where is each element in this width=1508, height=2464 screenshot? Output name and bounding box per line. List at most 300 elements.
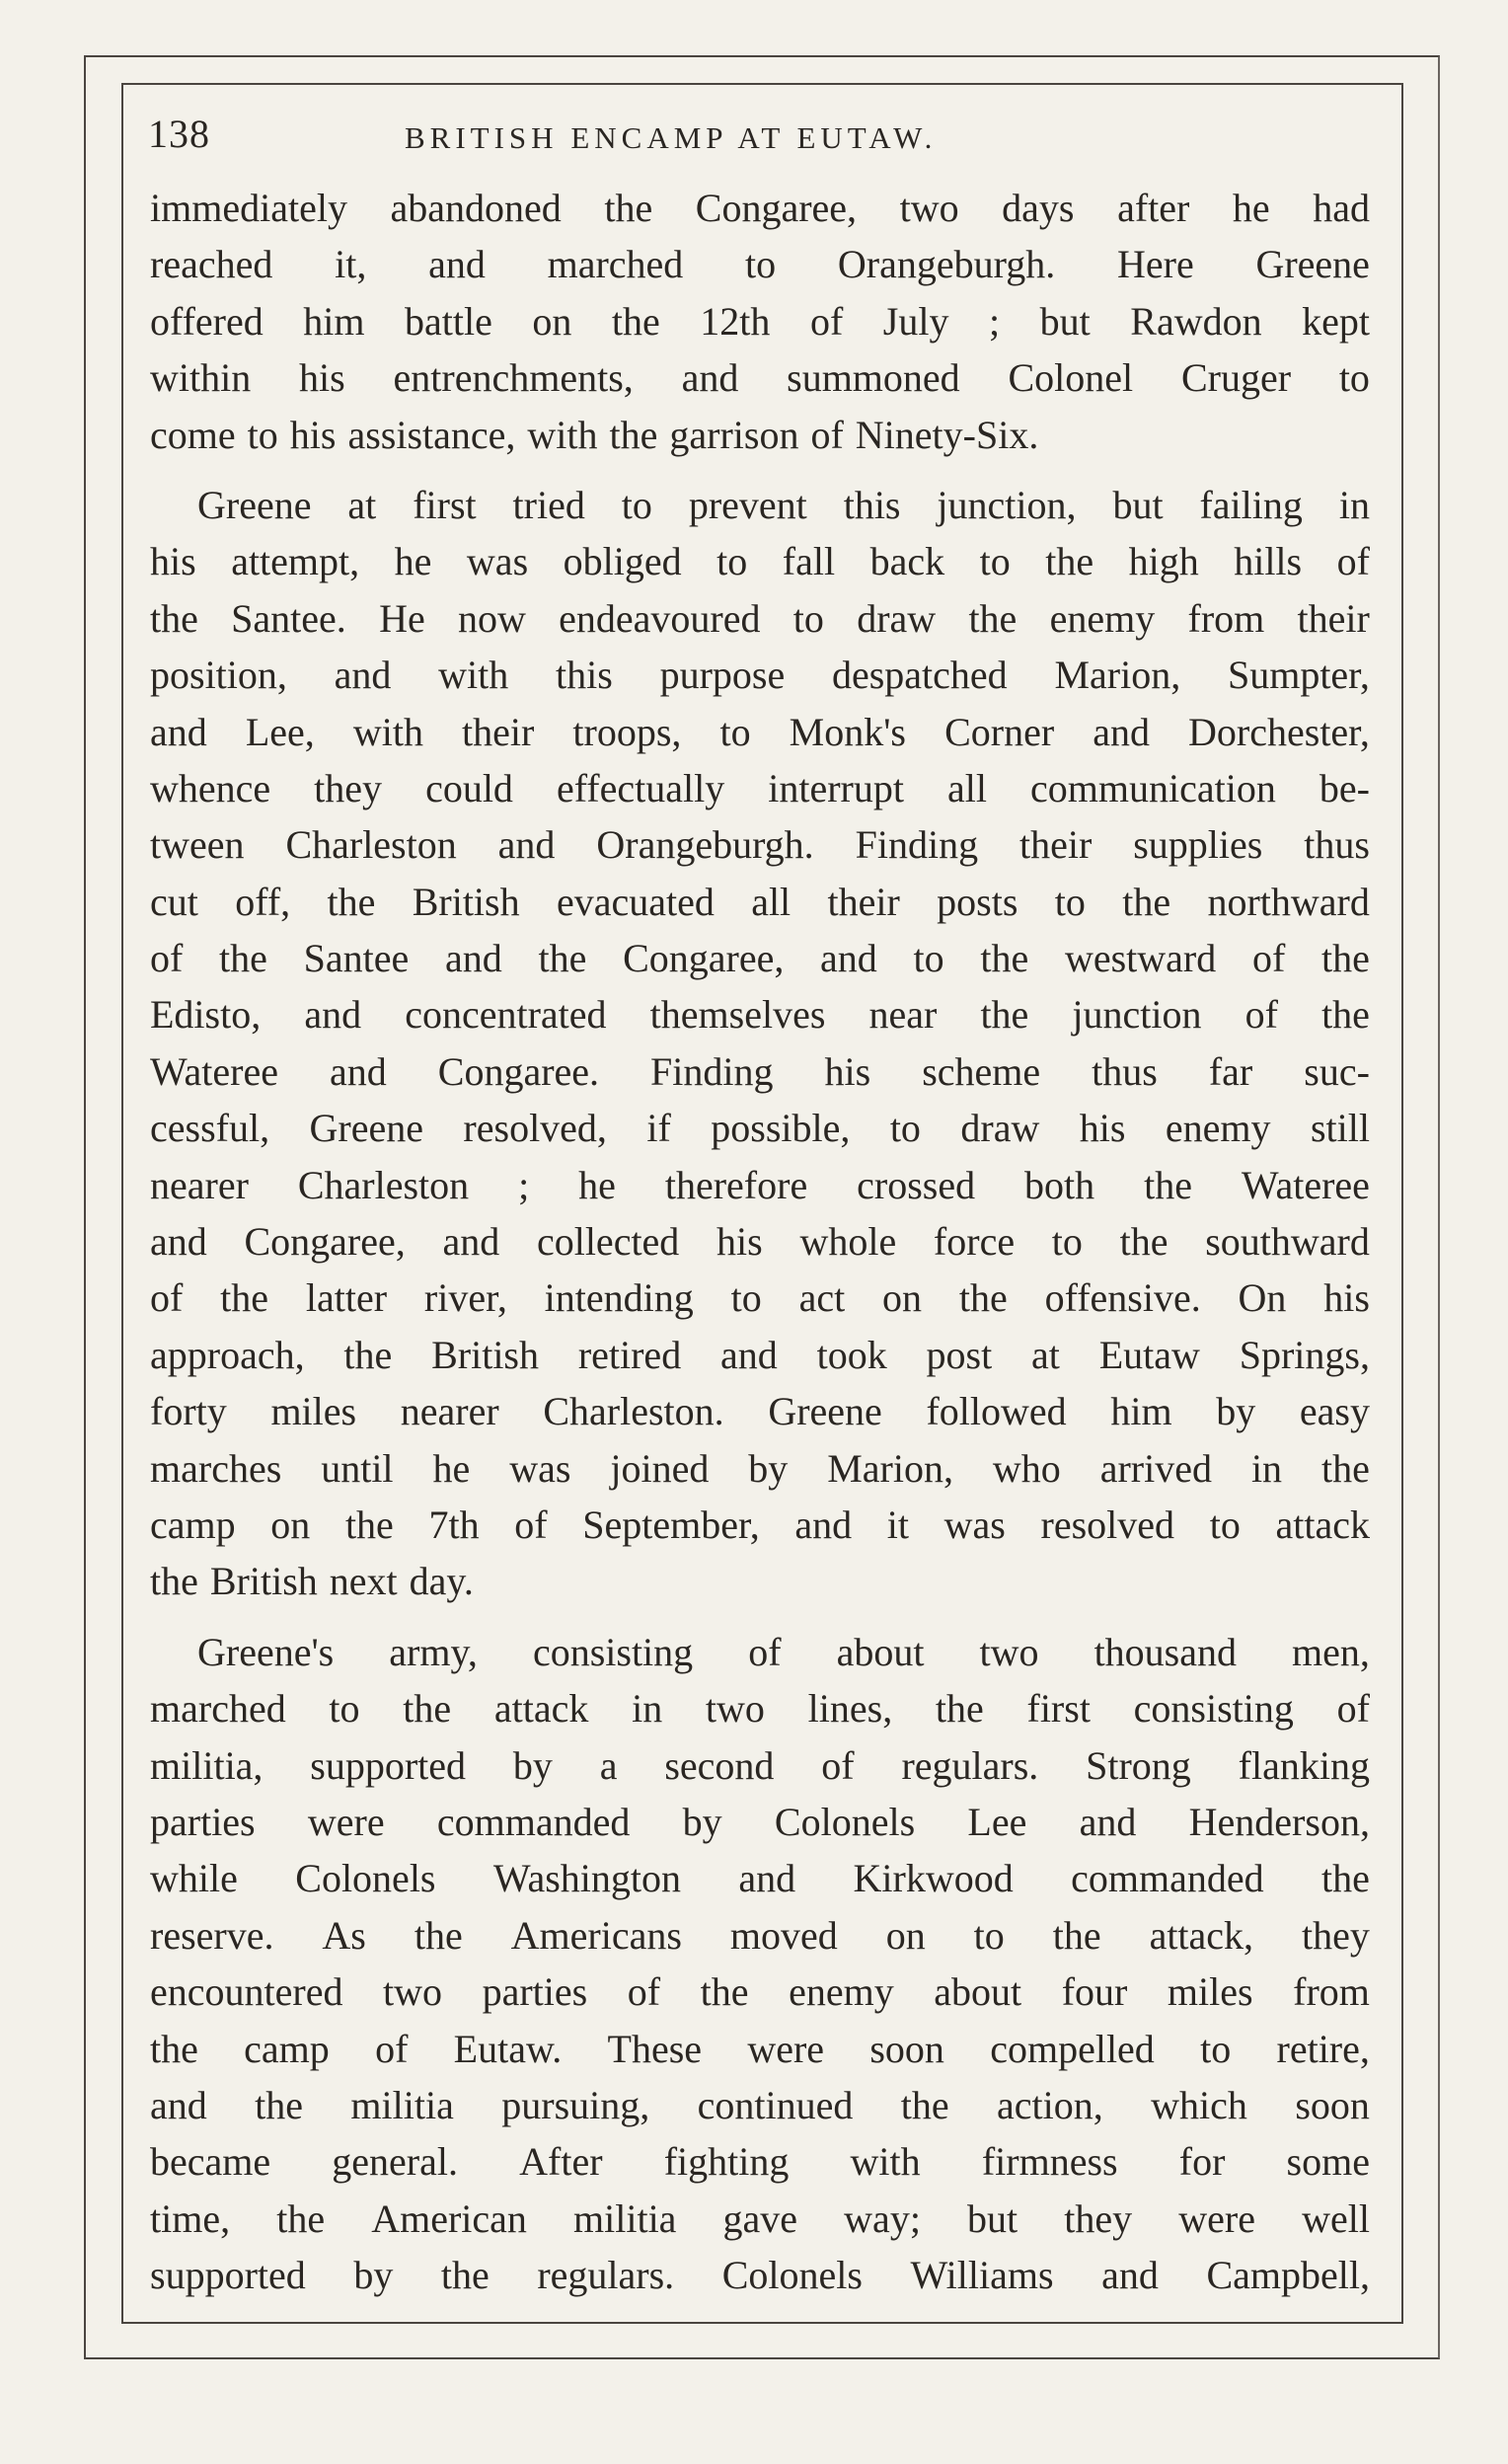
word: to xyxy=(247,412,278,457)
word: and xyxy=(150,709,207,754)
text-line xyxy=(150,1964,1370,2020)
text-line xyxy=(150,1157,1370,1213)
word: collected xyxy=(536,1219,680,1265)
word: the xyxy=(1045,539,1094,584)
word: attack xyxy=(1275,1502,1370,1547)
word: Edisto, xyxy=(150,992,262,1038)
word: of xyxy=(150,936,184,981)
word: On xyxy=(1238,1275,1287,1321)
word: but xyxy=(1112,482,1164,527)
word: had xyxy=(1313,186,1370,230)
word: British xyxy=(412,879,520,924)
word: westward xyxy=(1064,936,1217,981)
word: the xyxy=(1122,879,1171,924)
word: nearer xyxy=(150,1162,249,1207)
text-line xyxy=(150,293,1370,349)
text-line xyxy=(150,2247,1370,2303)
word: two xyxy=(979,1629,1039,1674)
word: pursuing, xyxy=(501,2082,650,2127)
word: battle xyxy=(405,298,492,344)
text-line xyxy=(150,1327,1370,1383)
word: and xyxy=(334,653,392,698)
text-line xyxy=(150,533,1370,589)
word: supported xyxy=(310,1742,467,1788)
word: consisting xyxy=(1133,1686,1294,1732)
word: Santee xyxy=(303,936,410,981)
word: the xyxy=(220,1275,269,1321)
word: of xyxy=(1251,936,1286,981)
word: to xyxy=(973,1912,1005,1958)
text-line xyxy=(150,1907,1370,1964)
word: whence xyxy=(150,765,271,810)
word: fall xyxy=(782,539,836,584)
word: Springs, xyxy=(1239,1332,1370,1377)
word: second xyxy=(664,1742,775,1788)
word: Greene's xyxy=(197,1629,335,1674)
word: his xyxy=(716,1219,763,1265)
word: he xyxy=(394,539,432,584)
word: Eutaw xyxy=(1098,1332,1200,1377)
word: the xyxy=(1321,1856,1370,1901)
word: they xyxy=(314,765,383,810)
word: parties xyxy=(482,1969,588,2015)
word: flanking xyxy=(1238,1742,1370,1788)
word: attempt, xyxy=(231,539,360,584)
word: the xyxy=(604,186,653,230)
word: marched xyxy=(150,1686,286,1732)
word: Santee. xyxy=(231,595,346,641)
text-line xyxy=(150,704,1370,760)
word: joined xyxy=(610,1445,710,1491)
text-line xyxy=(150,1497,1370,1553)
text-line xyxy=(150,1794,1370,1850)
word: forty xyxy=(150,1389,227,1434)
word: despatched xyxy=(831,653,1008,698)
text-line xyxy=(150,2191,1370,2247)
word: well xyxy=(1302,2195,1370,2241)
paragraph xyxy=(150,1624,1370,2304)
word: way; xyxy=(844,2195,921,2241)
word: enemy xyxy=(1165,1106,1271,1151)
word: and xyxy=(150,1219,207,1265)
word: enemy xyxy=(1049,595,1156,641)
word: force xyxy=(933,1219,1016,1265)
word: him xyxy=(1110,1389,1172,1434)
word: Colonel xyxy=(1008,355,1134,401)
word: and xyxy=(681,355,739,401)
word: the xyxy=(1052,1912,1101,1958)
word: nearer xyxy=(400,1389,499,1434)
word: militia xyxy=(573,2195,677,2241)
word: two xyxy=(899,186,959,230)
word: he xyxy=(578,1162,616,1207)
word: the xyxy=(344,1502,394,1547)
word: to xyxy=(719,709,751,754)
word: his xyxy=(150,539,196,584)
word: about xyxy=(836,1629,925,1674)
word: they xyxy=(1302,1912,1370,1958)
word: arrived xyxy=(1099,1445,1212,1491)
paragraph-gap xyxy=(150,463,1370,477)
word: hills xyxy=(1234,539,1303,584)
word: camp xyxy=(244,2026,330,2071)
text-line xyxy=(150,1213,1370,1270)
word: time, xyxy=(150,2195,231,2241)
word: the xyxy=(327,879,376,924)
word: abandoned xyxy=(390,186,562,230)
word: days xyxy=(1002,186,1075,230)
word: Lee xyxy=(967,1799,1027,1844)
word: this xyxy=(556,653,613,698)
word: American xyxy=(371,2195,527,2241)
word: miles xyxy=(270,1389,357,1434)
word: of xyxy=(150,1275,184,1321)
word: the xyxy=(980,992,1029,1038)
text-line xyxy=(150,236,1370,292)
word: became xyxy=(150,2139,271,2185)
word: their xyxy=(1019,822,1093,868)
word: summoned xyxy=(787,355,960,401)
word: of xyxy=(1336,1686,1370,1732)
word: the xyxy=(343,1332,393,1377)
word: parties xyxy=(150,1799,256,1844)
word: the xyxy=(440,2253,490,2298)
word: of xyxy=(1336,539,1370,584)
text-line xyxy=(150,930,1370,986)
word: latter xyxy=(305,1275,388,1321)
word: retired xyxy=(577,1332,682,1377)
word: ; xyxy=(988,298,1001,344)
word: supplies xyxy=(1133,822,1263,868)
word: supported xyxy=(150,2253,306,2298)
word: at xyxy=(1031,1332,1060,1377)
word: Congaree, xyxy=(623,936,785,981)
word: commanded xyxy=(1071,1856,1264,1901)
word: endeavoured xyxy=(559,595,761,641)
word: Eutaw. xyxy=(453,2026,563,2071)
word: resolved xyxy=(1040,1502,1175,1547)
word: after xyxy=(1117,186,1190,230)
word: These xyxy=(607,2026,703,2071)
word: moved xyxy=(729,1912,838,1958)
word: of xyxy=(375,2026,409,2071)
word: first xyxy=(413,482,477,527)
word: tween xyxy=(150,822,245,868)
word: marched xyxy=(547,242,684,287)
word: first xyxy=(1026,1686,1091,1732)
word: firmness xyxy=(981,2139,1118,2185)
word: the xyxy=(403,1686,452,1732)
word: a xyxy=(599,1742,618,1788)
text-line xyxy=(150,816,1370,873)
word: the xyxy=(1321,992,1370,1038)
word: action, xyxy=(997,2082,1103,2127)
word: reached xyxy=(150,242,273,287)
word: the xyxy=(538,936,587,981)
word: but xyxy=(967,2195,1018,2241)
word: Charleston xyxy=(285,822,457,868)
word: purpose xyxy=(659,653,786,698)
word: Marion, xyxy=(827,1445,953,1491)
text-line xyxy=(150,2077,1370,2133)
word: crossed xyxy=(857,1162,976,1207)
word: approach, xyxy=(150,1332,305,1377)
word: 12th xyxy=(700,298,771,344)
word: of xyxy=(514,1502,548,1547)
word: to xyxy=(730,1275,762,1321)
word: marches xyxy=(150,1445,282,1491)
word: retire, xyxy=(1276,2026,1370,2071)
word: and xyxy=(497,822,556,868)
word: off, xyxy=(235,879,291,924)
word: but xyxy=(1039,298,1091,344)
word: and xyxy=(444,936,502,981)
word: the xyxy=(611,298,660,344)
text-line xyxy=(150,349,1370,406)
word: the xyxy=(150,595,198,641)
word: both xyxy=(1024,1162,1095,1207)
word: position, xyxy=(150,653,287,698)
word: the xyxy=(968,595,1018,641)
word: men, xyxy=(1292,1629,1370,1674)
word: on xyxy=(882,1275,923,1321)
word: the xyxy=(958,1275,1008,1321)
word: Greene xyxy=(309,1106,423,1151)
word: Congaree, xyxy=(695,186,858,230)
word: act xyxy=(798,1275,846,1321)
word: to xyxy=(979,539,1011,584)
text-line xyxy=(150,1624,1370,1680)
word: near xyxy=(868,992,938,1038)
word: Greene xyxy=(768,1389,882,1434)
word: to xyxy=(913,936,944,981)
word: possible, xyxy=(711,1106,851,1151)
word: junction, xyxy=(937,482,1077,527)
word: the xyxy=(150,2026,198,2071)
word: gave xyxy=(722,2195,798,2241)
word: evacuated xyxy=(556,879,715,924)
word: and xyxy=(820,936,877,981)
word: from xyxy=(1293,1969,1370,2015)
word: militia xyxy=(350,2082,454,2127)
word: Marion, xyxy=(1054,653,1181,698)
text-line xyxy=(150,874,1370,930)
word: his xyxy=(1079,1106,1126,1151)
page-number: 138 xyxy=(148,112,210,156)
word: by xyxy=(1216,1389,1256,1434)
word: while xyxy=(150,1856,238,1901)
word: Wateree xyxy=(1241,1162,1370,1207)
word: Henderson, xyxy=(1188,1799,1370,1844)
word: Monk's xyxy=(789,709,906,754)
word: Colonels xyxy=(774,1799,916,1844)
word: attack, xyxy=(1149,1912,1254,1958)
word: junction xyxy=(1072,992,1202,1038)
word: Congaree, xyxy=(244,1219,406,1265)
word: consisting xyxy=(532,1629,694,1674)
word: of xyxy=(809,298,844,344)
word: day. xyxy=(409,1559,474,1604)
text-line xyxy=(150,477,1370,533)
word: compelled xyxy=(990,2026,1155,2071)
word: Orangeburgh. xyxy=(837,242,1056,287)
word: the xyxy=(150,1559,198,1604)
word: failing xyxy=(1199,482,1303,527)
word: were xyxy=(307,1799,385,1844)
word: were xyxy=(747,2026,825,2071)
word: to xyxy=(716,539,748,584)
word: offensive. xyxy=(1044,1275,1201,1321)
word: intending xyxy=(544,1275,694,1321)
word: draw xyxy=(857,595,937,641)
word: Sumpter, xyxy=(1227,653,1370,698)
word: Here xyxy=(1116,242,1194,287)
word: July xyxy=(882,298,949,344)
word: in xyxy=(632,1686,663,1732)
word: thus xyxy=(1092,1048,1158,1094)
text-line xyxy=(150,1737,1370,1794)
word: thus xyxy=(1304,822,1370,868)
word: all xyxy=(947,765,987,810)
word: southward xyxy=(1205,1219,1370,1265)
word: this xyxy=(843,482,901,527)
word: prevent xyxy=(688,482,807,527)
word: the xyxy=(980,936,1029,981)
word: thousand xyxy=(1093,1629,1237,1674)
word: Americans xyxy=(510,1912,682,1958)
word: militia, xyxy=(150,1742,264,1788)
word: therefore xyxy=(664,1162,808,1207)
text-line xyxy=(150,1270,1370,1326)
word: assistance, xyxy=(347,412,516,457)
word: As xyxy=(322,1912,366,1958)
word: suc- xyxy=(1304,1048,1370,1094)
text-line xyxy=(150,590,1370,647)
word: all xyxy=(751,879,792,924)
word: about xyxy=(934,1969,1022,2015)
word: followed xyxy=(926,1389,1067,1434)
word: and xyxy=(720,1332,778,1377)
word: river, xyxy=(423,1275,507,1321)
word: back xyxy=(869,539,945,584)
word: he xyxy=(432,1445,471,1491)
word: with xyxy=(850,2139,921,2185)
word: soon xyxy=(1295,2082,1370,2127)
word: Finding xyxy=(650,1048,774,1094)
word: it xyxy=(886,1502,909,1547)
word: miles xyxy=(1167,1969,1253,2015)
word: cut xyxy=(150,879,198,924)
word: and xyxy=(304,992,362,1038)
word: to xyxy=(1209,1502,1241,1547)
word: to xyxy=(792,595,824,641)
word: offered xyxy=(150,298,264,344)
word: the xyxy=(255,2082,304,2127)
word: on xyxy=(885,1912,926,1958)
word: he xyxy=(1232,186,1270,230)
word: Wateree xyxy=(150,1048,278,1094)
word: was xyxy=(943,1502,1006,1547)
word: his xyxy=(289,412,337,457)
word: Campbell, xyxy=(1206,2253,1370,2298)
word: Greene xyxy=(197,482,312,527)
word: come xyxy=(150,412,236,457)
word: was xyxy=(509,1445,571,1491)
word: the xyxy=(219,936,267,981)
word: Lee, xyxy=(245,709,315,754)
word: high xyxy=(1128,539,1199,584)
word: to xyxy=(745,242,777,287)
word: and xyxy=(330,1048,387,1094)
word: attack xyxy=(493,1686,589,1732)
word: their xyxy=(1297,595,1370,641)
word: concentrated xyxy=(405,992,607,1038)
word: tried xyxy=(512,482,585,527)
word: Dorchester, xyxy=(1188,709,1370,754)
text-line xyxy=(150,2021,1370,2077)
word: cessful, xyxy=(150,1106,270,1151)
text-line xyxy=(150,760,1370,816)
word: fighting xyxy=(663,2139,790,2185)
word: commanded xyxy=(436,1799,631,1844)
word: September, xyxy=(582,1502,760,1547)
word: the xyxy=(1321,936,1370,981)
word: four xyxy=(1061,1969,1128,2015)
word: to xyxy=(1054,879,1086,924)
word: Congaree. xyxy=(437,1048,600,1094)
word: whole xyxy=(799,1219,897,1265)
word: by xyxy=(353,2253,394,2298)
word: 7th xyxy=(428,1502,480,1547)
word: troops, xyxy=(572,709,682,754)
page-header xyxy=(148,111,1372,170)
word: post xyxy=(926,1332,993,1377)
word: entrenchments, xyxy=(393,355,634,401)
word: and xyxy=(738,1856,796,1901)
word: by xyxy=(682,1799,722,1844)
word: regulars. xyxy=(537,2253,675,2298)
text-line xyxy=(150,647,1370,703)
word: the xyxy=(1144,1162,1192,1207)
word: of xyxy=(748,1629,782,1674)
word: to xyxy=(621,482,652,527)
word: Greene xyxy=(1255,242,1370,287)
word: Corner xyxy=(944,709,1055,754)
text-line xyxy=(150,1680,1370,1736)
word: Williams xyxy=(910,2253,1054,2298)
word: easy xyxy=(1299,1389,1370,1434)
word: on xyxy=(532,298,572,344)
word: and xyxy=(1079,1799,1137,1844)
word: reserve. xyxy=(150,1912,274,1958)
running-head: BRITISH ENCAMP AT EUTAW. xyxy=(405,120,938,155)
word: of xyxy=(1244,992,1278,1038)
word: took xyxy=(816,1332,887,1377)
word: next xyxy=(329,1559,398,1604)
word: within xyxy=(150,355,252,401)
word: it, xyxy=(335,242,367,287)
word: Kirkwood xyxy=(853,1856,1014,1901)
word: with xyxy=(438,653,509,698)
word: the xyxy=(1119,1219,1169,1265)
word: be- xyxy=(1319,765,1370,810)
word: ; xyxy=(518,1162,530,1207)
word: if xyxy=(646,1106,671,1151)
word: garrison xyxy=(669,412,799,457)
text-line xyxy=(150,1850,1370,1906)
word: lines, xyxy=(807,1686,893,1732)
text-line xyxy=(150,1383,1370,1439)
